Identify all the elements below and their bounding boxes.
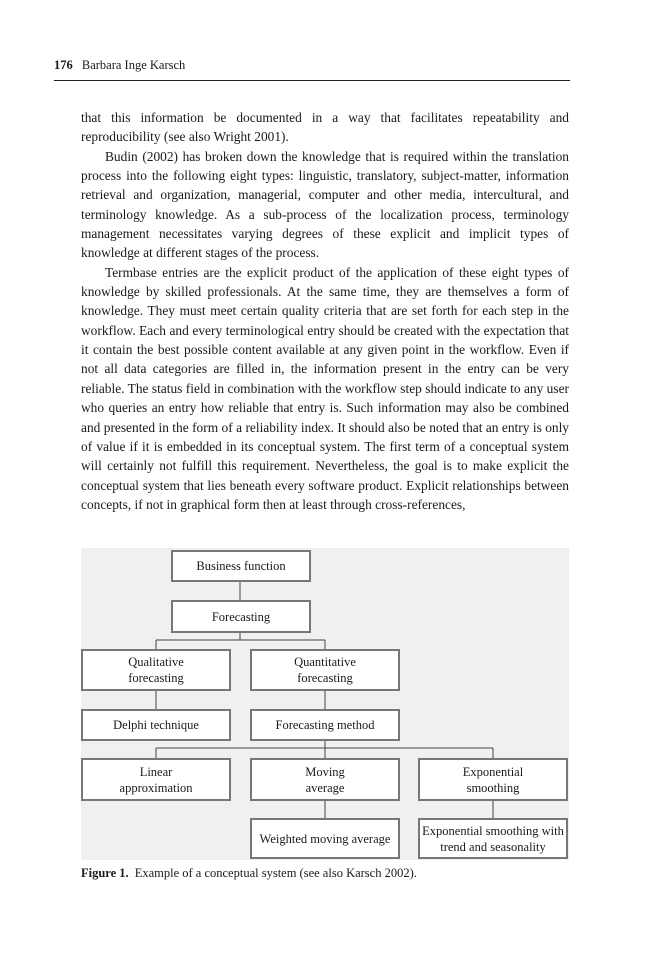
caption-label: Figure 1. — [81, 866, 129, 880]
node-exponential-smoothing-trend: Exponential smoothing with trend and seasonality — [422, 823, 564, 854]
node-exponential-smoothing: Exponential smoothing — [462, 764, 524, 795]
page-number: 176 — [54, 58, 73, 72]
node-delphi-technique: Delphi technique — [113, 718, 199, 732]
node-weighted-moving-average: Weighted moving average — [259, 831, 391, 846]
running-header — [54, 56, 570, 74]
caption-text: Example of a conceptual system (see also Karsch 2002). — [134, 866, 417, 880]
diagram-canvas — [81, 548, 569, 860]
node-linear-approximation: Linear approximation — [119, 764, 193, 795]
paragraph: Termbase entries are the explicit product of the application of these eight types of knowledge by skilled professionals. At the same time, they are themselves a form of knowledge. They must meet certain quality criteria that are set forth for each step in the workflow. Each and every terminological entry should be created with the expectation that it contain the best possible content available at any given point in the workflow. Even if not all data categories are filled in, the information present in the entry can be very reliable. The status field in combination with the workflow step should indicate to any user who queries an entry how reliable that entry is. Such information may also be combined and presented in the form of a reliability index. It should also be noted that an entry is only of value if it is embedded in its conceptual system. The first term of a conceptual system will certainly not fulfill this requirement. Nevertheless, the goal is to make explicit the conceptual system that lies beneath every software product. Explicit relationships between concepts, if not in graphical form then at least through cross-references, — [81, 264, 569, 512]
node-forecasting: Forecasting — [211, 609, 271, 624]
node-forecasting-method: Forecasting method — [275, 718, 375, 732]
node-qualitative-forecasting: Qualitative forecasting — [128, 655, 184, 685]
figure-caption — [81, 864, 569, 882]
node-quantitative-forecasting: Quantitative forecasting — [294, 655, 356, 685]
node-business-function: Business function — [196, 559, 286, 573]
concept-diagram — [81, 548, 569, 860]
running-head-author: Barbara Inge Karsch — [81, 58, 186, 72]
header-rule — [54, 80, 570, 81]
paragraph: that this information be documented in a way that facilitates repeatability and reproducibility (see also Wright 2001). — [81, 110, 569, 145]
node-moving-average: Moving average — [305, 764, 345, 795]
paragraph: Budin (2002) has broken down the knowledge that is required within the translation process into the following eight types: linguistic, translatory, subject-matter, information retrieval and organization, managerial, computer and other media, intercultural, and terminology knowledge. As a sub-process of the localization process, terminology management necessitates varying degrees of these explicit and implicit types of knowledge at different stages of the process. — [81, 148, 569, 261]
body-text — [81, 108, 569, 514]
